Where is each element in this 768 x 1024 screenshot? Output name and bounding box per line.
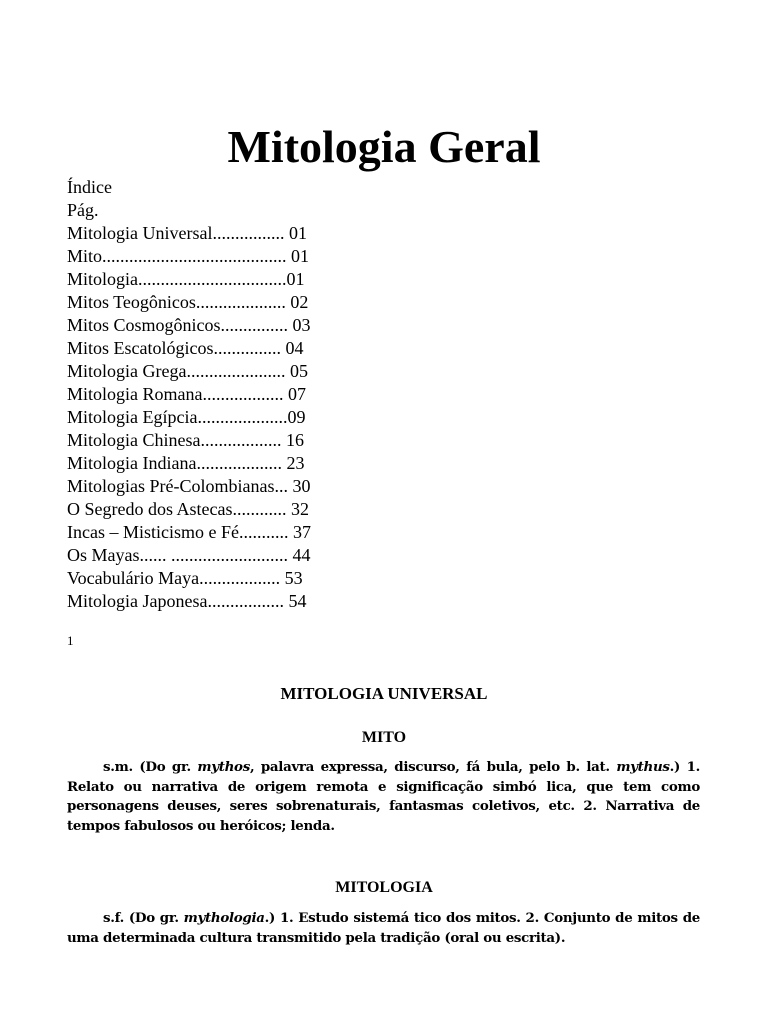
toc-entry: Mitologia.................................01	[67, 269, 305, 289]
section-heading-mito: MITO	[361, 729, 407, 746]
toc-entry: Mitos Escatológicos............... 04	[67, 338, 304, 358]
term-italic: mythos	[197, 759, 250, 775]
definition-text: .) 1. Relato ou narrativa de origem remota e significação simbó lica, que tem como personagens deuses, seres sobrenaturais, fantasmas coletivos, etc. 2. Narrativa de tempos fabulosos ou heróicos; lenda.	[67, 759, 700, 834]
toc-entry: Mitologia Indiana................... 23	[67, 453, 305, 473]
table-of-contents	[67, 222, 387, 613]
document-title: Mitologia Geral	[227, 120, 541, 172]
toc-entry: Mitologia Universal................ 01	[67, 223, 307, 243]
toc-entry: Mitologia Egípcia....................09	[67, 407, 306, 427]
mito-definition	[67, 758, 700, 836]
toc-entry: Mitos Cosmogônicos............... 03	[67, 315, 311, 335]
toc-entry: Mitologia Japonesa................. 54	[67, 591, 307, 611]
definition-text: .) 1. Estudo sistemá tico dos mitos. 2. Conjunto de mitos de uma determinada cultura transmitido pela tradição (oral ou escrita).	[67, 910, 700, 946]
toc-entry: Incas – Misticismo e Fé........... 37	[67, 522, 311, 542]
toc-entry: Mitologias Pré-Colombianas... 30	[67, 476, 311, 496]
toc-entry: Os Mayas...... .......................... 44	[67, 545, 311, 565]
section-heading-mitologia-universal: MITOLOGIA UNIVERSAL	[280, 684, 488, 703]
toc-entry: Mitos Teogônicos.................... 02	[67, 292, 309, 312]
toc-entry: Mito......................................... 01	[67, 246, 310, 266]
definition-text: s.m. (Do gr.	[103, 759, 198, 775]
toc-entry: Mitologia Grega...................... 05	[67, 361, 308, 381]
toc-entry: O Segredo dos Astecas............ 32	[67, 499, 309, 519]
section-heading-mitologia: MITOLOGIA	[335, 879, 433, 896]
definition-text: , palavra expressa, discurso, fá bula, pelo b. lat.	[249, 759, 617, 775]
index-label: Índice	[67, 177, 112, 197]
toc-entry: Mitologia Chinesa.................. 16	[67, 430, 304, 450]
term-italic: mythologia	[183, 910, 265, 926]
term-italic: mythus	[616, 759, 670, 775]
definition-text: s.f. (Do gr.	[103, 910, 184, 926]
toc-entry: Vocabulário Maya.................. 53	[67, 568, 303, 588]
page-column-label: Pág.	[67, 200, 99, 220]
page-number: 1	[67, 633, 74, 648]
toc-entry: Mitologia Romana.................. 07	[67, 384, 306, 404]
mitologia-definition	[67, 909, 700, 948]
